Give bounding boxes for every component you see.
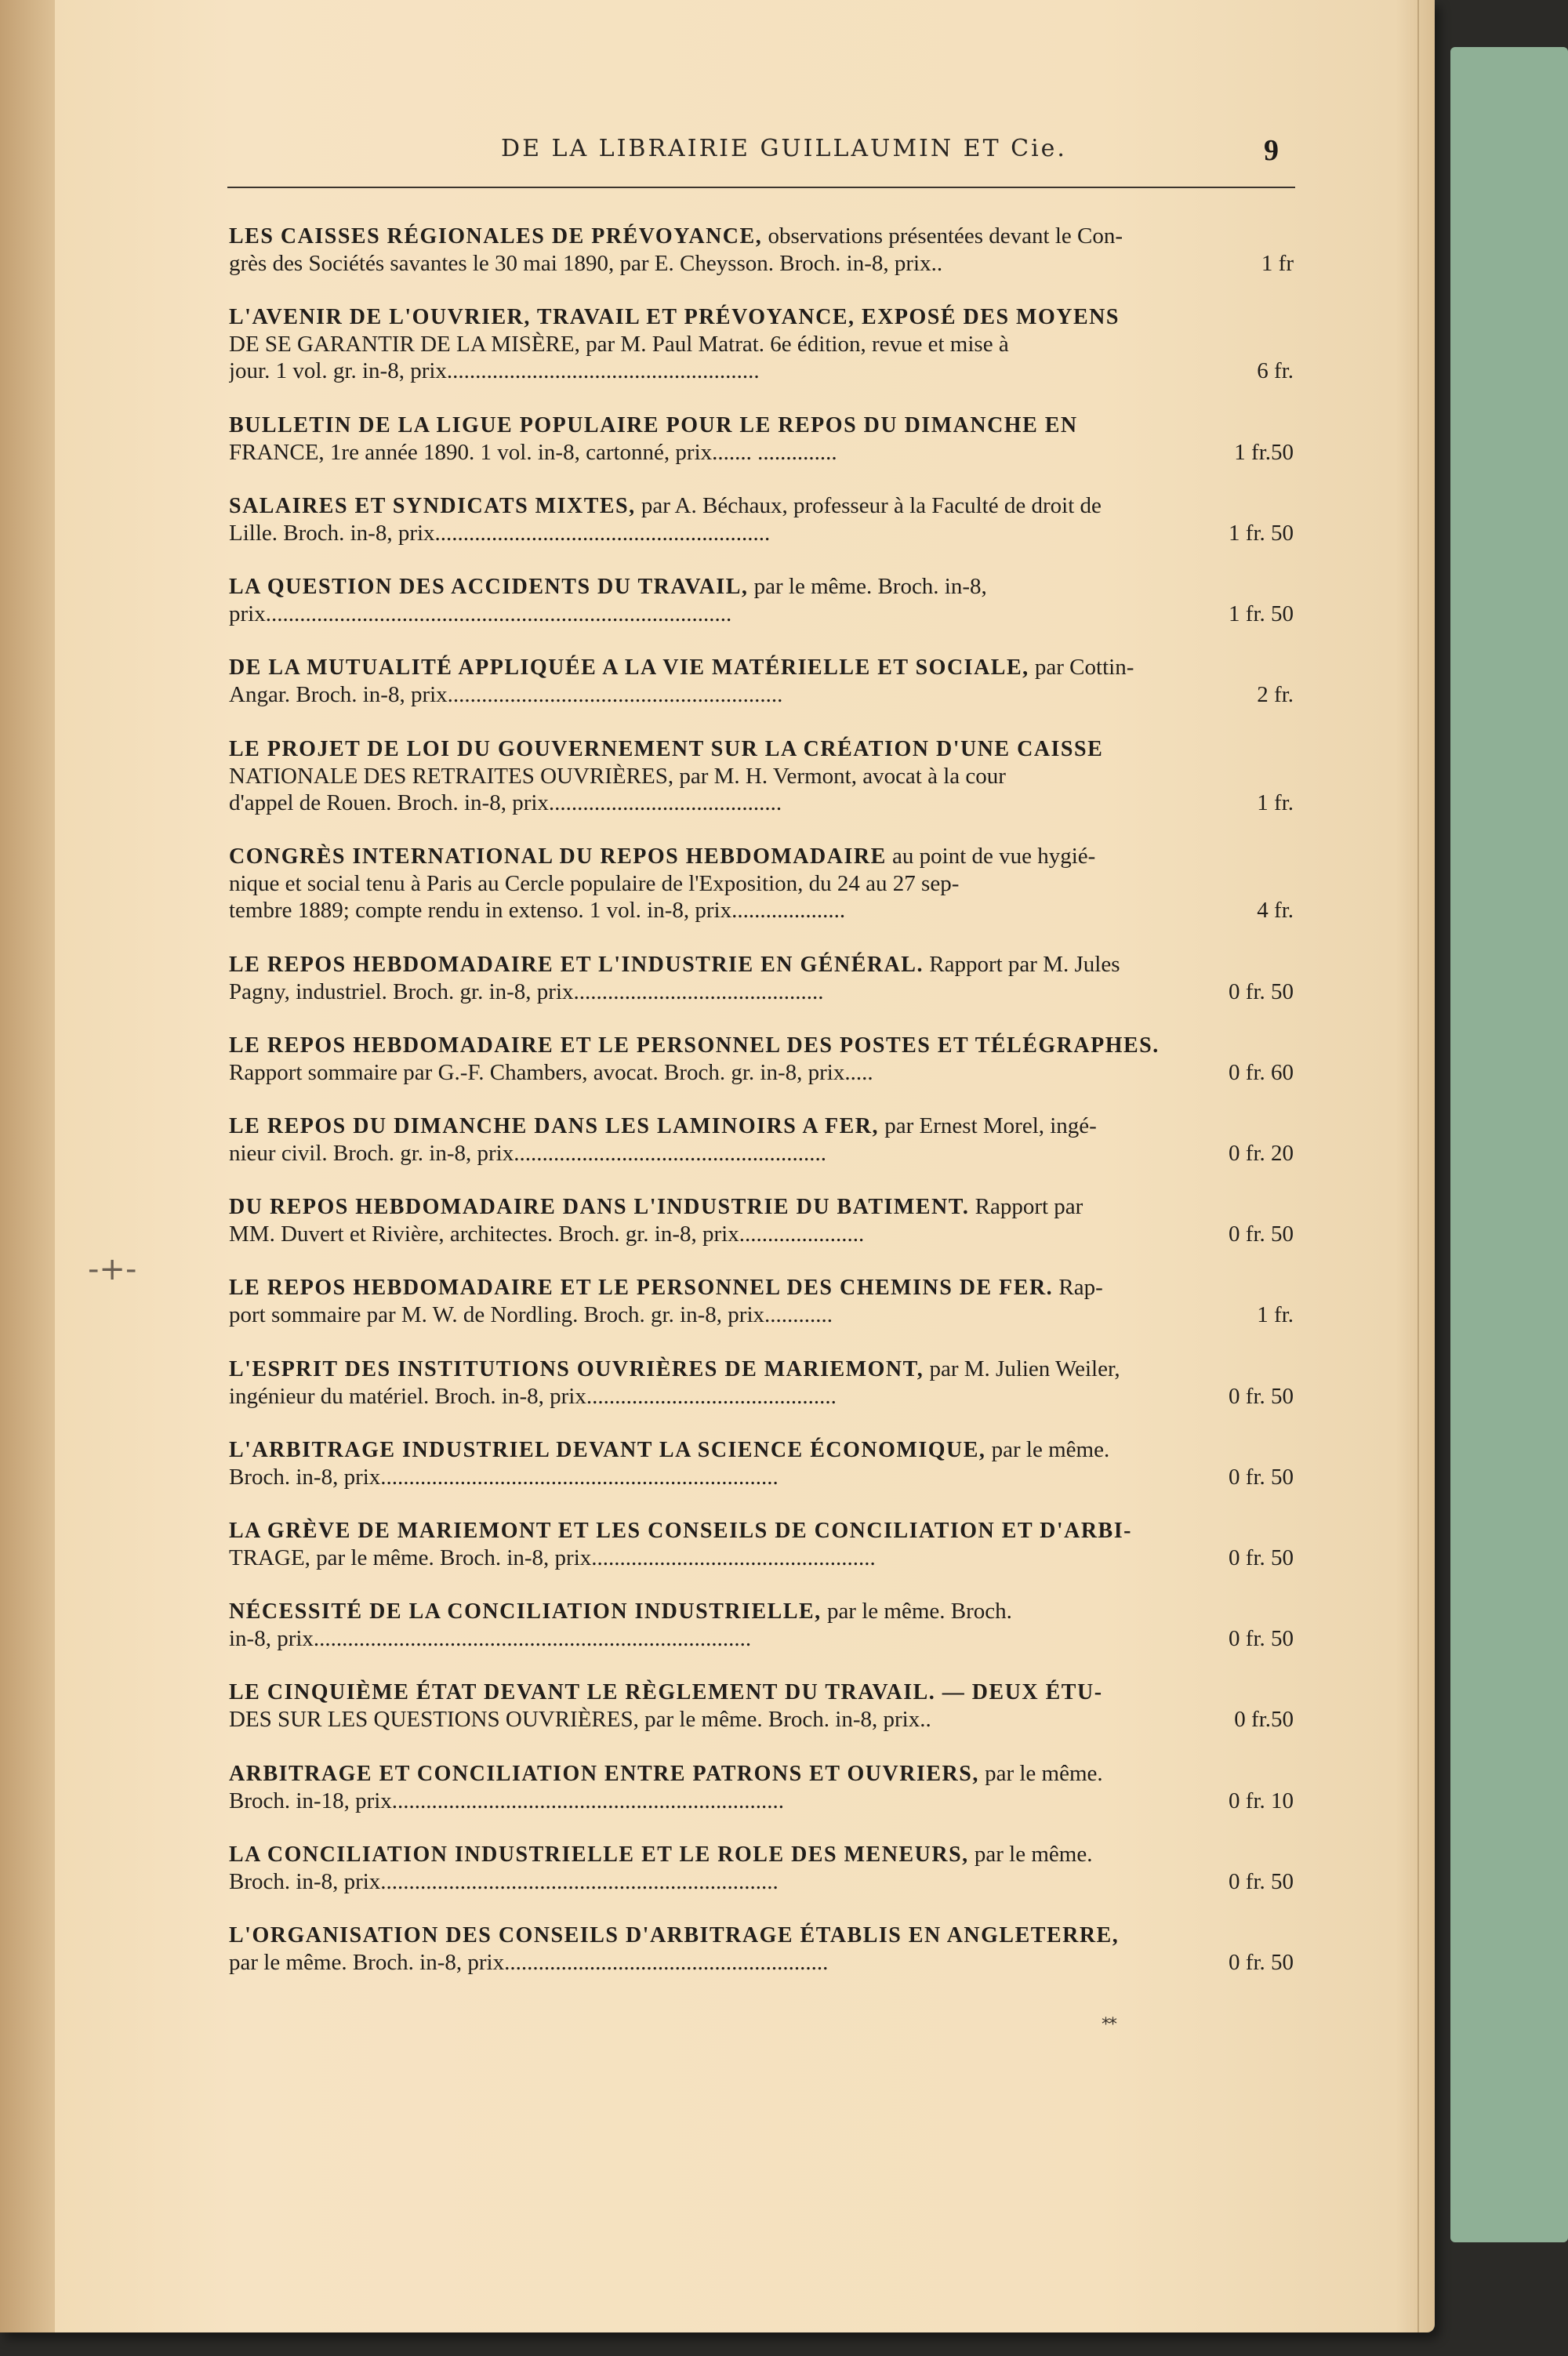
catalogue-entry	[229, 654, 1294, 735]
entry-line: Lille. Broch. in-8, prix...........................................................	[229, 520, 771, 546]
entry-price: 0 fr. 50	[1229, 1949, 1294, 1975]
running-header: DE LA LIBRAIRIE GUILLAUMIN ET Cie.	[501, 135, 1067, 162]
entry-title: LA CONCILIATION INDUSTRIELLE ET LE ROLE DES MENEURS,	[229, 1842, 969, 1867]
entry-price: 0 fr. 50	[1229, 978, 1294, 1004]
catalogue-entry	[229, 1517, 1294, 1598]
green-cover-board	[1450, 47, 1568, 2242]
entry-text: par Ernest Morel, ingé-	[879, 1113, 1097, 1139]
entry-title: CONGRÈS INTERNATIONAL DU REPOS HEBDOMADAIRE	[229, 844, 887, 869]
catalogue-entry	[229, 573, 1294, 654]
entry-text: au point de vue hygié-	[886, 844, 1096, 869]
entry-line: Broch. in-8, prix......................................................................	[229, 1464, 779, 1490]
entry-title: L'ARBITRAGE INDUSTRIEL DEVANT LA SCIENCE ÉCONOMIQUE,	[229, 1437, 986, 1462]
catalogue-list	[229, 223, 1294, 2002]
entry-price: 0 fr.50	[1234, 1707, 1294, 1733]
entry-line: nique et social tenu à Paris au Cercle populaire de l'Exposition, du 24 au 27 sep-	[229, 871, 960, 897]
entry-price: 6 fr.	[1257, 358, 1294, 384]
entry-price: 0 fr. 50	[1229, 1868, 1294, 1894]
pencil-mark: -+-	[88, 1251, 137, 1287]
entry-price: 0 fr. 50	[1229, 1626, 1294, 1652]
entry-price: 2 fr.	[1257, 682, 1294, 708]
entry-line: jour. 1 vol. gr. in-8, prix.......................................................	[229, 358, 760, 384]
entry-line: DE SE GARANTIR DE LA MISÈRE, par M. Paul Matrat. 6e édition, revue et mise à	[229, 332, 1009, 358]
catalogue-entry	[229, 1274, 1294, 1355]
entry-price: 1 fr. 50	[1229, 520, 1294, 546]
entry-price: 1 fr	[1261, 251, 1294, 276]
entry-price: 0 fr. 60	[1229, 1059, 1294, 1085]
entry-price: 0 fr. 50	[1229, 1545, 1294, 1571]
entry-price: 1 fr.50	[1234, 439, 1294, 465]
entry-line: tembre 1889; compte rendu in extenso. 1 vol. in-8, prix....................	[229, 898, 846, 924]
header-rule	[227, 187, 1295, 188]
entry-text: par le même.	[985, 1436, 1110, 1462]
entry-text: par le même. Broch.	[821, 1599, 1012, 1625]
entry-line: Rapport sommaire par G.-F. Chambers, avocat. Broch. gr. in-8, prix.....	[229, 1059, 873, 1085]
catalogue-entry	[229, 1436, 1294, 1517]
entry-text: par le même. Broch. in-8,	[748, 574, 987, 600]
entry-text: Rap-	[1053, 1275, 1103, 1301]
entry-line: par le même. Broch. in-8, prix.........................................................	[229, 1949, 829, 1975]
entry-title: DE LA MUTUALITÉ APPLIQUÉE A LA VIE MATÉRIELLE ET SOCIALE,	[229, 655, 1029, 681]
catalogue-entry	[229, 1032, 1294, 1113]
entry-text: par A. Béchaux, professeur à la Faculté de droit de	[635, 492, 1102, 518]
page-gutter	[0, 0, 55, 2332]
entry-line: in-8, prix.............................................................................	[229, 1626, 752, 1652]
catalogue-entry	[229, 1679, 1294, 1759]
page-fold-line	[1417, 0, 1419, 2332]
entry-price: 0 fr. 50	[1229, 1464, 1294, 1490]
entry-line: d'appel de Rouen. Broch. in-8, prix.........................................	[229, 790, 782, 815]
entry-title: ARBITRAGE ET CONCILIATION ENTRE PATRONS ET OUVRIERS,	[229, 1761, 979, 1786]
entry-text: observations présentées devant le Con-	[762, 223, 1123, 249]
catalogue-entry	[229, 1598, 1294, 1679]
entry-title: LA QUESTION DES ACCIDENTS DU TRAVAIL,	[229, 575, 749, 600]
catalogue-entry	[229, 303, 1294, 412]
entry-title: LE REPOS DU DIMANCHE DANS LES LAMINOIRS A FER,	[229, 1114, 880, 1139]
entry-price: 0 fr. 10	[1229, 1788, 1294, 1813]
catalogue-entry	[229, 1841, 1294, 1922]
entry-text: par le même.	[968, 1841, 1093, 1867]
catalogue-entry	[229, 1922, 1294, 2002]
entry-line: FRANCE, 1re année 1890. 1 vol. in-8, cartonné, prix....... ..............	[229, 439, 837, 465]
entry-price: 0 fr. 50	[1229, 1383, 1294, 1409]
catalogue-entry	[229, 951, 1294, 1032]
entry-price: 1 fr. 50	[1229, 601, 1294, 627]
entry-line: nieur civil. Broch. gr. in-8, prix.......................................................	[229, 1141, 826, 1167]
entry-price: 0 fr. 50	[1229, 1222, 1294, 1247]
entry-title: LA GRÈVE DE MARIEMONT ET LES CONSEILS DE CONCILIATION ET D'ARBI-	[229, 1519, 1132, 1544]
entry-line: MM. Duvert et Rivière, architectes. Broch. gr. in-8, prix......................	[229, 1222, 865, 1247]
entry-title: LE CINQUIÈME ÉTAT DEVANT LE RÈGLEMENT DU TRAVAIL. — DEUX ÉTU-	[229, 1680, 1103, 1705]
entry-price: 4 fr.	[1257, 898, 1294, 924]
entry-price: 1 fr.	[1257, 790, 1294, 815]
catalogue-entry	[229, 735, 1294, 844]
entry-line: Broch. in-8, prix......................................................................	[229, 1868, 779, 1894]
entry-title: L'AVENIR DE L'OUVRIER, TRAVAIL ET PRÉVOYANCE, EXPOSÉ DES MOYENS	[229, 305, 1120, 330]
entry-line: Angar. Broch. in-8, prix...........................................................	[229, 682, 783, 708]
entry-line: TRAGE, par le même. Broch. in-8, prix..................................................	[229, 1545, 876, 1571]
entry-line: Pagny, industriel. Broch. gr. in-8, prix............................................	[229, 978, 824, 1004]
catalogue-entry	[229, 1356, 1294, 1436]
entry-text: par M. Julien Weiler,	[924, 1356, 1120, 1381]
entry-title: LE PROJET DE LOI DU GOUVERNEMENT SUR LA CRÉATION D'UNE CAISSE	[229, 736, 1104, 761]
section-end-stars: **	[1102, 2015, 1116, 2035]
entry-line: DES SUR LES QUESTIONS OUVRIÈRES, par le même. Broch. in-8, prix..	[229, 1707, 931, 1733]
entry-text: par le même.	[978, 1760, 1103, 1786]
catalogue-entry	[229, 1113, 1294, 1193]
entry-title: NÉCESSITÉ DE LA CONCILIATION INDUSTRIELLE,	[229, 1599, 822, 1625]
catalogue-entry	[229, 223, 1294, 303]
catalogue-entry	[229, 843, 1294, 951]
entry-price: 0 fr. 20	[1229, 1141, 1294, 1167]
entry-line: prix..................................................................................	[229, 601, 732, 627]
entry-line: NATIONALE DES RETRAITES OUVRIÈRES, par M. H. Vermont, avocat à la cour	[229, 763, 1006, 789]
entry-text: Rapport par M. Jules	[923, 951, 1120, 977]
entry-title: LE REPOS HEBDOMADAIRE ET L'INDUSTRIE EN GÉNÉRAL.	[229, 952, 924, 977]
catalogue-entry	[229, 1760, 1294, 1841]
entry-price: 1 fr.	[1257, 1302, 1294, 1328]
entry-line: port sommaire par M. W. de Nordling. Broch. gr. in-8, prix............	[229, 1302, 833, 1328]
catalogue-entry	[229, 492, 1294, 573]
entry-line: Broch. in-18, prix.....................................................................	[229, 1788, 785, 1813]
entry-title: SALAIRES ET SYNDICATS MIXTES,	[229, 493, 636, 518]
entry-line: grès des Sociétés savantes le 30 mai 1890, par E. Cheysson. Broch. in-8, prix..	[229, 251, 943, 276]
catalogue-entry	[229, 412, 1294, 492]
catalogue-entry	[229, 1193, 1294, 1274]
page-number: 9	[1264, 134, 1279, 167]
entry-text: par Cottin-	[1029, 655, 1134, 681]
entry-title: L'ESPRIT DES INSTITUTIONS OUVRIÈRES DE MARIEMONT,	[229, 1356, 924, 1381]
entry-title: BULLETIN DE LA LIGUE POPULAIRE POUR LE REPOS DU DIMANCHE EN	[229, 412, 1078, 437]
entry-title: DU REPOS HEBDOMADAIRE DANS L'INDUSTRIE DU BATIMENT.	[229, 1195, 970, 1220]
entry-line: ingénieur du matériel. Broch. in-8, prix............................................	[229, 1383, 837, 1409]
entry-title: L'ORGANISATION DES CONSEILS D'ARBITRAGE ÉTABLIS EN ANGLETERRE,	[229, 1922, 1120, 1948]
entry-title: LE REPOS HEBDOMADAIRE ET LE PERSONNEL DES POSTES ET TÉLÉGRAPHES.	[229, 1033, 1160, 1058]
entry-title: LES CAISSES RÉGIONALES DE PRÉVOYANCE,	[229, 224, 763, 249]
entry-text: Rapport par	[969, 1194, 1083, 1220]
entry-title: LE REPOS HEBDOMADAIRE ET LE PERSONNEL DES CHEMINS DE FER.	[229, 1276, 1054, 1301]
